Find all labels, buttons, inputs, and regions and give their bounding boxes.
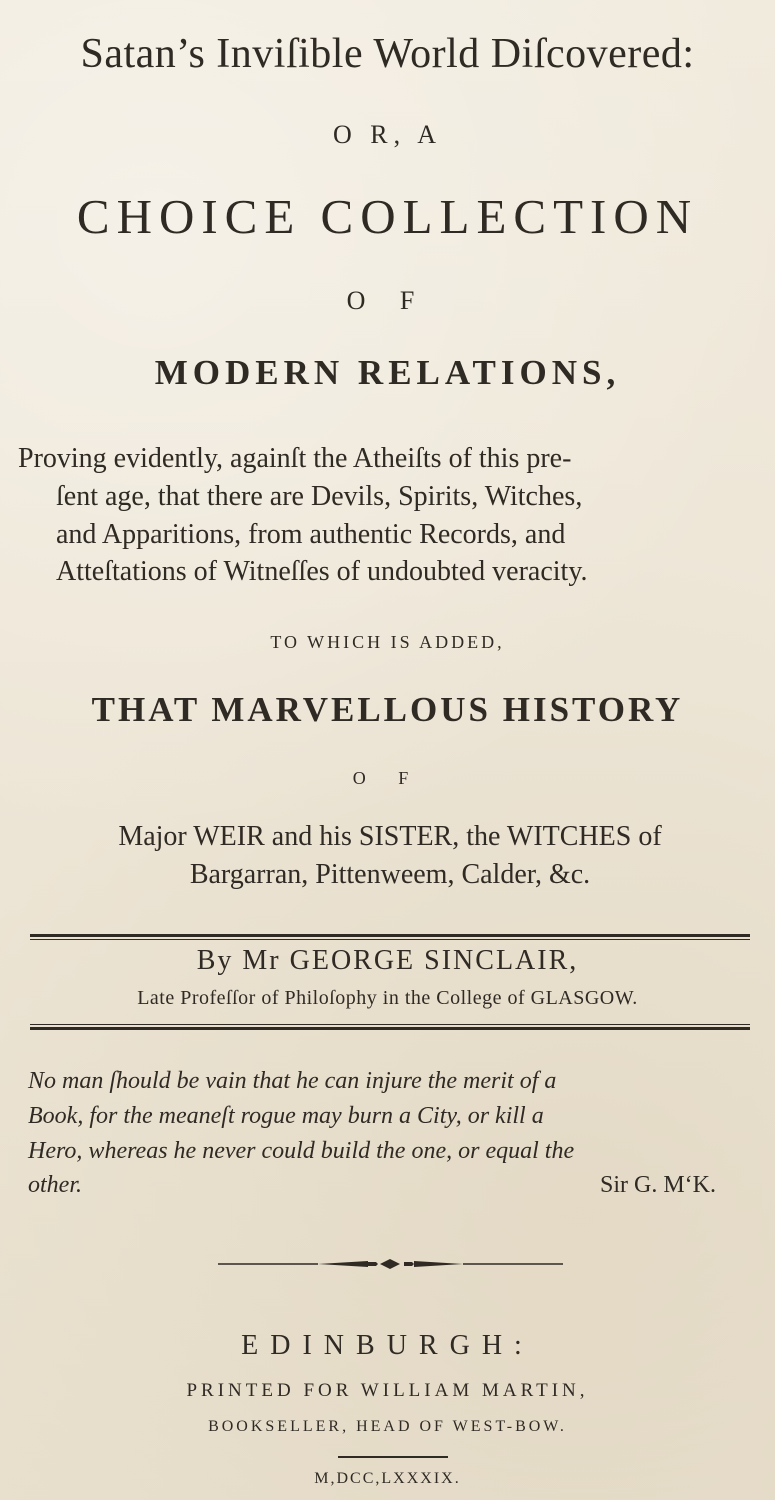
proving-line-3: and Apparitions, from authentic Records, and: [56, 518, 566, 550]
motto-quote: [28, 1064, 756, 1203]
of-connector-2: O F: [352, 768, 423, 788]
top-thick-rule: [30, 934, 750, 937]
printed-for-line: PRINTED FOR WILLIAM MARTIN,: [186, 1380, 589, 1401]
or-a-connector: O R, A: [333, 120, 442, 149]
motto-last-word: other.: [28, 1172, 82, 1199]
motto-line-4: [28, 1168, 756, 1203]
major-line-2: Bargarran, Pittenweem, Calder, &c.: [189, 858, 591, 890]
proving-line-1: Proving evidently, againſt the Atheiſts of this pre-: [18, 443, 572, 474]
modern-relations-heading: MODERN RELATIONS,: [154, 353, 621, 392]
professor-line: Late Profeſſor of Philoſophy in the College of GLASGOW.: [137, 987, 638, 1009]
of-connector-1: O F: [346, 286, 429, 315]
major-line-1: Major WEIR and his SISTER, the WITCHES of: [118, 821, 662, 852]
date-rule: [338, 1456, 448, 1458]
proving-line-4: Atteſtations of Witneſſes of undoubted veracity.: [56, 556, 588, 588]
bottom-thin-rule: [30, 1024, 750, 1025]
place-of-publication: EDINBURGH:: [241, 1330, 534, 1361]
marvellous-history-heading: THAT MARVELLOUS HISTORY: [91, 690, 684, 729]
motto-line-1: No man ſhould be vain that he can injure the merit of a: [28, 1068, 557, 1094]
bottom-thick-rule: [30, 1027, 750, 1030]
book-title: Satan’s Inviſible World Diſcovered:: [80, 31, 695, 77]
major-weir-paragraph: [20, 818, 760, 894]
bookseller-line: BOOKSELLER, HEAD OF WEST-BOW.: [208, 1418, 567, 1435]
choice-collection-heading: CHOICE COLLECTION: [76, 189, 699, 244]
publication-date: M,DCC,LXXXIX.: [314, 1470, 461, 1487]
to-which-is-added: TO WHICH IS ADDED,: [270, 632, 505, 652]
proving-paragraph: [18, 440, 760, 591]
top-thin-rule: [30, 939, 750, 940]
motto-signature: Sir G. M‘K.: [599, 1172, 716, 1199]
motto-line-2: Book, for the meaneſt rogue may burn a City, or kill a: [28, 1102, 544, 1129]
author-line: By Mr GEORGE SINCLAIR,: [196, 945, 579, 976]
proving-line-2: ſent age, that there are Devils, Spirits, Witches,: [56, 480, 583, 512]
ornament-divider-icon: [218, 1258, 563, 1270]
motto-line-3: Hero, whereas he never could build the one, or equal the: [28, 1137, 575, 1164]
